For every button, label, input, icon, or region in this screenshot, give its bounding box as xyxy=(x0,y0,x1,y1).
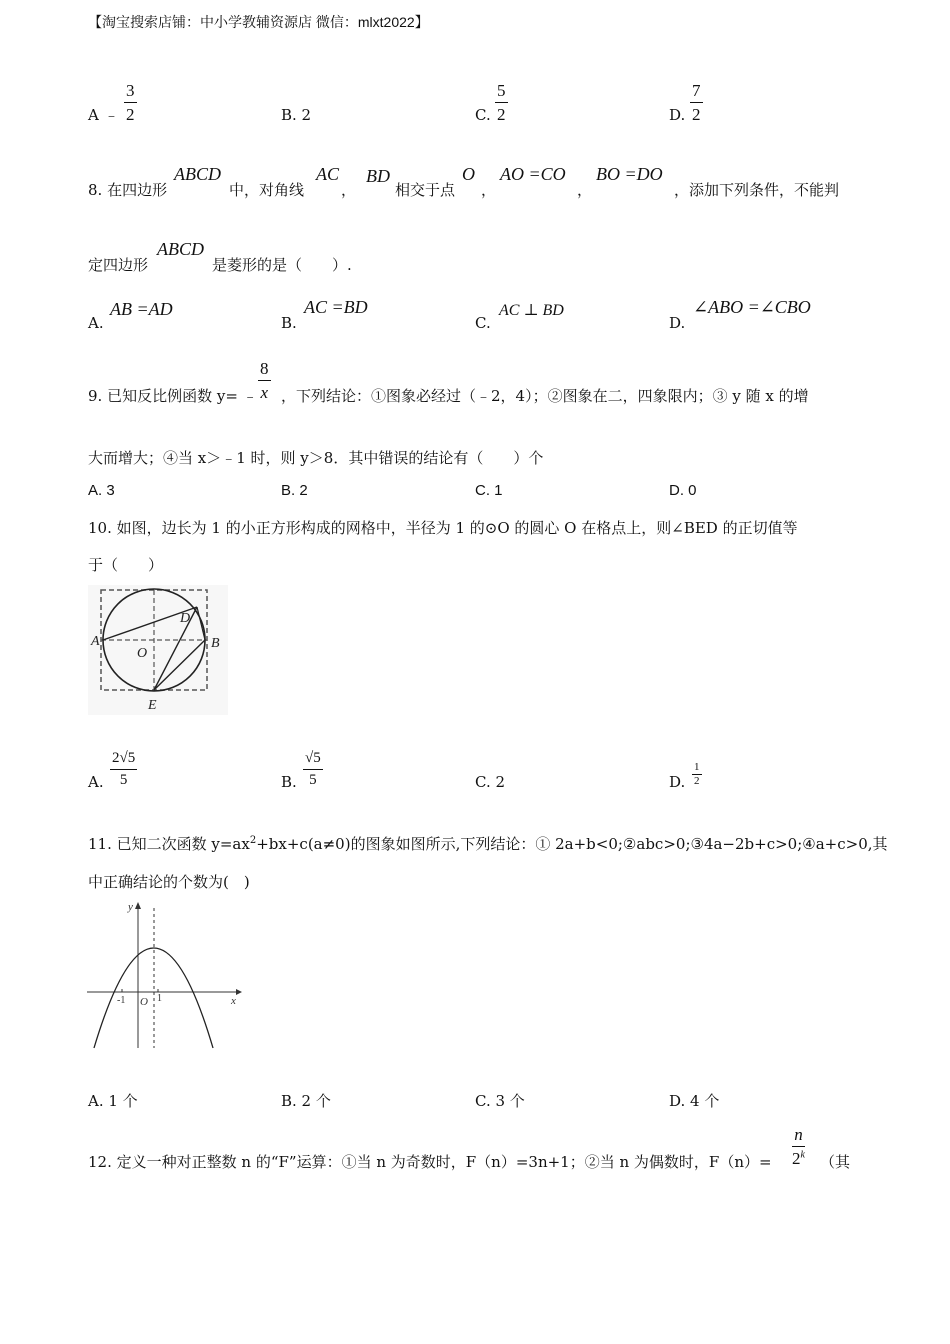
q8-option-b-label: B. xyxy=(281,314,297,332)
q8-line2-tail: 是菱形的是（ ）. xyxy=(212,256,352,274)
q12-tail: （其 xyxy=(820,1153,851,1171)
q8-math-ao-co: AO =CO xyxy=(500,164,566,184)
q11-option-b: B. 2 个 xyxy=(281,1092,331,1110)
label-d: D xyxy=(180,611,191,626)
q9-line2: 大而增大；④当 x＞﹣1 时，则 y＞8．其中错误的结论有（ ）个 xyxy=(88,449,544,467)
q8-math-bo-do: BO =DO xyxy=(596,164,663,184)
q11-option-c: C. 3 个 xyxy=(475,1092,525,1110)
q8-text-1: 中，对角线 xyxy=(229,181,305,199)
q7-d-num: 7 xyxy=(690,82,703,103)
q12-lead: 12. 定义一种对正整数 n 的“F”运算：①当 n 为奇数时，F（n）=3n+1；②当 n 为偶数时，F（n）= xyxy=(88,1153,772,1171)
q12-frac-den xyxy=(792,1147,805,1167)
q8-lead: 8. 在四边形 xyxy=(88,181,168,199)
q8-option-c-expr: AC ⊥ BD xyxy=(499,302,564,319)
q8-math-abcd: ABCD xyxy=(174,164,221,184)
q8-line2-math-abcd: ABCD xyxy=(157,239,204,259)
q11-parabola-figure xyxy=(84,898,249,1056)
q9-option-d: D. 0 xyxy=(669,482,697,499)
label-x: x xyxy=(231,995,236,1007)
q10-b-num: √5 xyxy=(303,751,323,770)
q8-option-d-label: D. xyxy=(669,314,686,332)
q9-option-c: C. 1 xyxy=(475,482,503,499)
q11-sup: 2 xyxy=(249,835,257,846)
q7-a-sign: ﹣ xyxy=(104,106,120,124)
q7-c-label: C. xyxy=(475,106,491,124)
q7-c-fraction xyxy=(495,82,508,123)
q7-a-label: A xyxy=(88,106,99,124)
q9-lead: 9. 已知反比例函数 y= ﹣ xyxy=(88,387,258,405)
label-o: O xyxy=(137,646,148,661)
q10-option-a-fraction xyxy=(110,751,137,788)
q8-option-c-label: C. xyxy=(475,314,491,332)
q10-option-d-fraction xyxy=(692,762,702,787)
label-y: y xyxy=(128,901,133,913)
q9-tail: ，下列结论：①图象必经过（﹣2，4）；②图象在二，四象限内；③ y 随 x 的增 xyxy=(281,387,809,405)
q10-option-c: C. 2 xyxy=(475,773,506,791)
q10-option-d-label: D. xyxy=(669,773,686,791)
q10-option-b-fraction xyxy=(303,751,323,788)
q10-line2: 于（ ） xyxy=(88,556,164,574)
q8-math-bd: BD xyxy=(366,166,390,186)
label-neg1: -1 xyxy=(117,995,126,1006)
q9-fraction xyxy=(258,360,271,401)
q12-fraction xyxy=(792,1126,805,1167)
q7-d-fraction xyxy=(690,82,703,123)
q8-option-a-label: A. xyxy=(88,314,104,332)
q7-c-den: 2 xyxy=(497,105,506,124)
q10-option-a-label: A. xyxy=(88,773,104,791)
page-header: 【淘宝搜索店铺：中小学教辅资源店 微信：mlxt2022】 xyxy=(88,14,429,30)
q10-b-den: 5 xyxy=(309,772,317,788)
q8-text-3: 相交于点 xyxy=(395,181,456,199)
q11-line1 xyxy=(88,833,888,854)
q12-frac-den-exp: k xyxy=(800,1149,805,1161)
x-axis-arrow xyxy=(236,989,242,995)
q9-frac-den: x xyxy=(260,383,269,402)
q8-option-d-expr: ∠ABO =∠CBO xyxy=(693,297,811,317)
q8-text-6: ，添加下列条件，不能判 xyxy=(674,181,840,199)
q10-a-den: 5 xyxy=(119,772,128,788)
q7-c-num: 5 xyxy=(495,82,508,103)
q11-tail: +bx+c(a≠0)的图象如图所示,下列结论：① 2a+b<0;②abc>0;③4a−2b+c>0;④a+c>0,其 xyxy=(256,835,888,853)
q10-d-den: 2 xyxy=(694,775,700,787)
q9-option-a: A. 3 xyxy=(88,482,115,499)
q8-option-a-expr: AB =AD xyxy=(110,299,173,319)
q12-frac-den-base: 2 xyxy=(792,1149,801,1168)
q11-line2: 中正确结论的个数为( ) xyxy=(88,873,250,891)
q11-lead: 11. 已知二次函数 y=ax xyxy=(88,835,250,853)
q11-option-d: D. 4 个 xyxy=(669,1092,720,1110)
q7-d-label: D. xyxy=(669,106,686,124)
q8-option-b-expr: AC =BD xyxy=(304,297,368,317)
q7-a-num: 3 xyxy=(124,82,137,103)
label-b: B xyxy=(211,636,220,651)
q8-math-o: O xyxy=(462,164,475,184)
label-a: A xyxy=(91,634,100,649)
q10-circle-figure xyxy=(88,585,228,715)
label-1: 1 xyxy=(157,993,162,1004)
q9-option-b: B. 2 xyxy=(281,482,308,499)
q8-text-5: ， xyxy=(577,181,593,199)
y-axis-arrow xyxy=(135,902,141,909)
q10-a-num: 2√5 xyxy=(110,751,137,770)
q10-option-b-label: B. xyxy=(281,773,297,791)
q8-text-2: ， xyxy=(341,181,357,199)
q10-line1: 10. 如图，边长为 1 的小正方形构成的网格中，半径为 1 的⊙O 的圆心 O 在格点上，则∠BED 的正切值等 xyxy=(88,519,798,537)
label-origin: O xyxy=(140,996,148,1008)
q7-a-fraction xyxy=(124,82,137,123)
q12-frac-num: n xyxy=(792,1126,805,1147)
q11-option-a: A. 1 个 xyxy=(88,1092,138,1110)
q8-math-ac: AC xyxy=(316,164,340,184)
q8-line2-lead: 定四边形 xyxy=(88,256,149,274)
q8-text-4: ， xyxy=(481,181,497,199)
q7-a-den: 2 xyxy=(126,105,135,124)
label-e: E xyxy=(148,698,157,713)
q9-frac-num: 8 xyxy=(258,360,271,381)
q7-d-den: 2 xyxy=(692,105,701,124)
q7-option-b: B. 2 xyxy=(281,106,312,124)
q10-d-num: 1 xyxy=(694,761,700,773)
